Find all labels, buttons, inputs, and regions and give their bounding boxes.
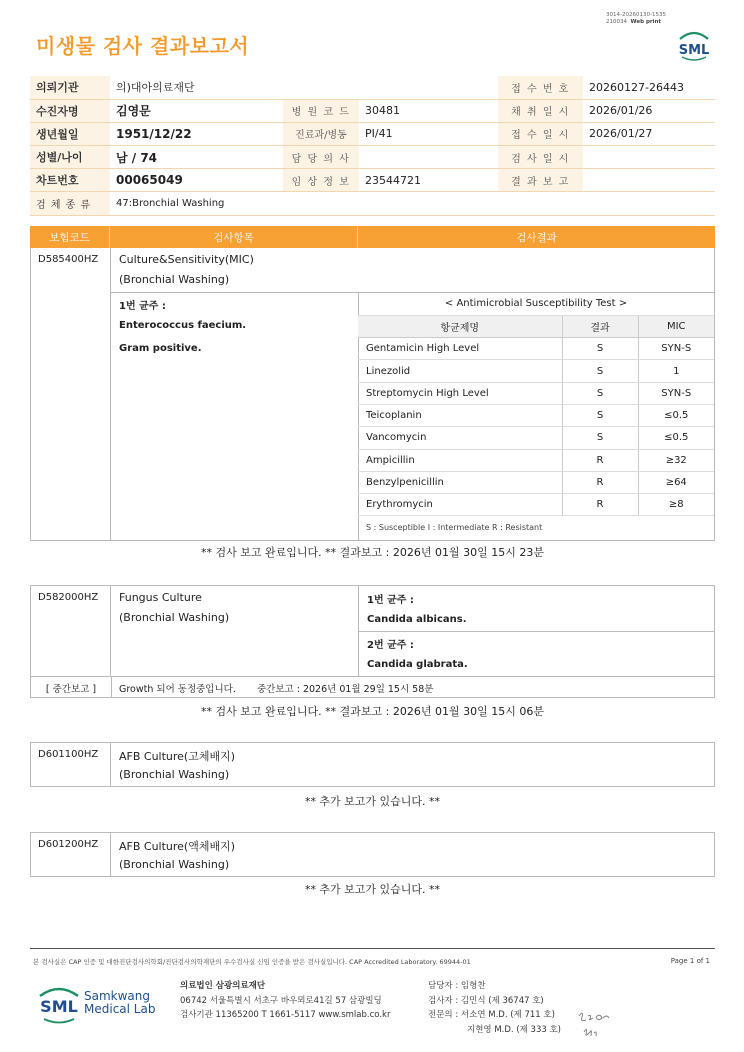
test-name: Culture&Sensitivity(MIC)	[119, 253, 254, 266]
organism-label: 1번 균주 :	[119, 301, 166, 312]
staff3-name: 서소연 M.D. (제 711 호)	[460, 1010, 555, 1020]
label-report: 결 과 보 고	[498, 169, 583, 192]
label-name: 수진자명	[30, 99, 110, 122]
test-code: D582000HZ	[31, 586, 111, 676]
result-header-item: 검사항목	[110, 226, 358, 248]
ast-legend: S : Susceptible I : Intermediate R : Resistant	[358, 516, 714, 538]
staff1-label: 담당자 :	[428, 981, 459, 991]
org-info	[180, 979, 390, 1023]
info-row	[30, 192, 715, 215]
test-specimen: (Bronchial Washing)	[119, 273, 230, 286]
divider	[358, 631, 714, 632]
organism-name: Enterococcus faecium.	[119, 320, 247, 331]
label-test-date: 검 사 일 시	[498, 146, 583, 169]
footer-divider	[30, 948, 715, 949]
staff-info	[428, 979, 561, 1037]
drug-name: Teicoplanin	[358, 404, 562, 426]
label-doctor: 담 당 의 사	[283, 146, 359, 169]
page-title: 미생물 검사 결과보고서	[36, 34, 250, 58]
value-chart: 00065049	[110, 169, 283, 192]
table-row	[358, 494, 714, 516]
drug-name: Gentamicin High Level	[358, 338, 562, 360]
label-birth: 생년월일	[30, 122, 110, 145]
drug-result: S	[562, 382, 638, 404]
organism-1-label: 1번 균주 :	[367, 595, 414, 606]
drug-result: R	[562, 449, 638, 471]
test-block-afb-solid	[30, 742, 715, 787]
label-specimen: 검 체 종 류	[30, 192, 110, 215]
gram-stain: Gram positive.	[119, 343, 202, 354]
table-row	[358, 471, 714, 493]
drug-result: R	[562, 471, 638, 493]
test-code: D585400HZ	[31, 248, 111, 540]
info-row	[30, 169, 715, 192]
staff3-label: 전문의 :	[428, 1010, 459, 1020]
drug-mic: SYN-S	[638, 382, 714, 404]
value-collect-date: 2026/01/26	[583, 99, 715, 122]
value-doctor	[359, 146, 498, 169]
info-row	[30, 122, 715, 145]
staff4-name: 지현영 M.D. (제 333 호)	[467, 1024, 562, 1035]
value-dept: PI/41	[359, 122, 498, 145]
additional-report-note-2: ** 추가 보고가 있습니다. **	[304, 883, 441, 896]
drug-result: R	[562, 494, 638, 516]
susceptibility-table	[358, 293, 714, 538]
label-hospital-code: 병 원 코 드	[283, 99, 359, 122]
sml-logo-icon	[674, 27, 714, 61]
result-header-result: 검사결과	[516, 231, 557, 244]
drug-result: S	[562, 360, 638, 382]
interim-label: [ 중간보고 ]	[45, 684, 97, 695]
print-id	[606, 12, 666, 25]
info-row	[30, 99, 715, 122]
col-result: 결과	[562, 315, 638, 337]
value-test-date	[583, 146, 715, 169]
drug-result: S	[562, 338, 638, 360]
label-receipt-date: 접 수 일 시	[498, 122, 583, 145]
patient-info-table	[30, 76, 715, 216]
print-id-line2: 210034	[606, 18, 628, 25]
ast-title: < Antimicrobial Susceptibility Test >	[358, 293, 714, 315]
drug-mic: ≥8	[638, 494, 714, 516]
drug-mic: ≤0.5	[638, 427, 714, 449]
label-dept: 진료과/병동	[283, 122, 359, 145]
table-row	[358, 427, 714, 449]
drug-name: Erythromycin	[358, 494, 562, 516]
test-specimen: (Bronchial Washing)	[119, 611, 230, 624]
table-row	[358, 404, 714, 426]
organism-2-label: 2번 균주 :	[367, 640, 414, 651]
drug-result: S	[562, 404, 638, 426]
organism-2-name: Candida glabrata.	[367, 659, 468, 670]
drug-mic: 1	[638, 360, 714, 382]
value-birth: 1951/12/22	[110, 122, 283, 145]
value-specimen: 47:Bronchial Washing	[110, 192, 715, 215]
drug-name: Benzylpenicillin	[358, 471, 562, 493]
report-complete-1: ** 검사 보고 완료입니다. ** 결과보고 : 2026년 01월 30일 15시 23분	[201, 546, 544, 559]
brand-line2: Medical Lab	[84, 1002, 156, 1016]
test-code: D601200HZ	[31, 833, 111, 876]
print-id-line1: 3014-20260130-1535	[606, 12, 666, 18]
table-row	[358, 360, 714, 382]
label-receipt-no: 접 수 번 호	[498, 76, 583, 99]
staff2-name: 김민식 (제 36747 호)	[460, 995, 544, 1006]
additional-report-note-1: ** 추가 보고가 있습니다. **	[304, 795, 441, 808]
organism-1-name: Candida albicans.	[367, 614, 467, 625]
drug-mic: ≥64	[638, 471, 714, 493]
info-row	[30, 76, 715, 99]
value-institution: 의)대아의료재단	[110, 76, 498, 99]
brand-line1: Samkwang	[84, 989, 150, 1003]
legend-row	[358, 516, 714, 538]
org-address: 06742 서울특별시 서초구 바우뫼로41길 57 삼광빌딩	[180, 995, 382, 1006]
sml-logo-text: SML	[678, 43, 710, 58]
drug-name: Streptomycin High Level	[358, 382, 562, 404]
test-specimen: (Bronchial Washing)	[119, 858, 230, 871]
test-name: AFB Culture(고체배지)	[119, 750, 236, 763]
drug-name: Ampicillin	[358, 449, 562, 471]
col-drug: 항균제명	[358, 315, 562, 337]
table-row	[358, 338, 714, 360]
value-hospital-code: 30481	[359, 99, 498, 122]
test-code: D601100HZ	[31, 743, 111, 786]
value-name: 김영문	[110, 99, 283, 122]
drug-mic: SYN-S	[638, 338, 714, 360]
interim-text: Growth 되어 동정중입니다. 중간보고 : 2026년 01월 29일 15시 58분	[119, 684, 434, 695]
table-row	[358, 382, 714, 404]
ast-title-row	[358, 293, 714, 315]
ast-header-row	[358, 315, 714, 337]
drug-result: S	[562, 427, 638, 449]
test-block-afb-liquid	[30, 832, 715, 877]
table-row	[358, 449, 714, 471]
label-collect-date: 채 취 일 시	[498, 99, 583, 122]
test-name: AFB Culture(액체배지)	[119, 840, 236, 853]
org-contact: 검사기관 11365200 T 1661-5117 www.smlab.co.kr	[180, 1010, 391, 1020]
value-sex-age: 남 / 74	[110, 146, 283, 169]
col-mic: MIC	[638, 315, 714, 337]
report-complete-2: ** 검사 보고 완료입니다. ** 결과보고 : 2026년 01월 30일 15시 06분	[201, 705, 544, 718]
label-clinical: 임 상 정 보	[283, 169, 359, 192]
value-receipt-no: 20260127-26443	[583, 76, 715, 99]
divider	[111, 676, 112, 697]
label-chart: 차트번호	[30, 169, 110, 192]
cert-note: 본 검사실은 CAP 인증 및 대한진단검사의학회/진단검사의학재단의 우수검사실 신임 인증을 받은 검사실입니다. CAP Accredited Laboratory. 69944-01	[33, 958, 471, 966]
test-name: Fungus Culture	[119, 591, 202, 604]
drug-name: Vancomycin	[358, 427, 562, 449]
value-receipt-date: 2026/01/27	[583, 122, 715, 145]
footer-logo-text: SML	[40, 997, 78, 1016]
info-row	[30, 146, 715, 169]
print-label: Web print	[630, 18, 662, 25]
value-report	[583, 169, 715, 192]
label-sex-age: 성별/나이	[30, 146, 110, 169]
divider	[31, 676, 714, 677]
result-header-code: 보험코드	[30, 226, 110, 248]
test-specimen: (Bronchial Washing)	[119, 768, 230, 781]
signature-icon	[576, 1008, 612, 1040]
page-number: Page 1 of 1	[670, 957, 710, 965]
drug-name: Linezolid	[358, 360, 562, 382]
label-institution: 의뢰기관	[30, 76, 110, 99]
staff1-name: 임형찬	[460, 981, 486, 991]
value-clinical: 23544721	[359, 169, 498, 192]
org-name: 의료법인 삼광의료재단	[180, 981, 266, 991]
result-header	[30, 226, 715, 248]
test-block-fungus	[30, 585, 715, 698]
drug-mic: ≤0.5	[638, 404, 714, 426]
drug-mic: ≥32	[638, 449, 714, 471]
sml-logo-icon	[36, 982, 82, 1026]
staff2-label: 검사자 :	[428, 995, 459, 1006]
